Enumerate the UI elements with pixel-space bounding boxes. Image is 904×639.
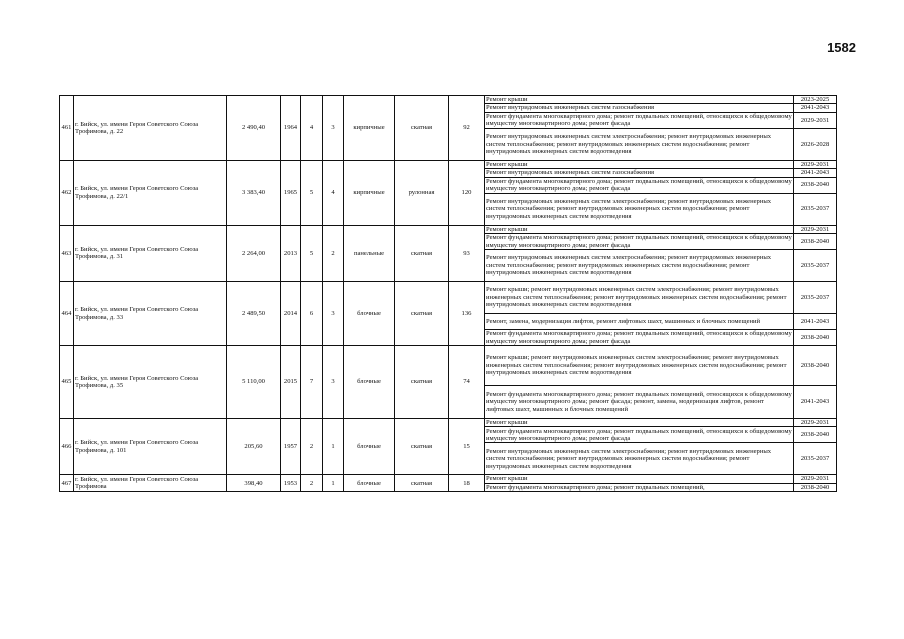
work-period-cell: 2026-2028 xyxy=(794,128,837,160)
table-body xyxy=(60,96,837,492)
work-type-cell: Ремонт внутридомовых инженерных систем электроснабжения; ремонт внутридомовых инженерных систем теплоснабжения; ремонт внутридомовых инженерных систем водоснабжения; ремонт внутридомовых инженерных систем водоотведения xyxy=(485,250,794,282)
work-type-cell: Ремонт крыши xyxy=(485,475,794,483)
walls-material-cell: панельные xyxy=(344,225,395,281)
work-type-cell: Ремонт внутридомовых инженерных систем электроснабжения; ремонт внутридомовых инженерных систем теплоснабжения; ремонт внутридомовых инженерных систем водоснабжения; ремонт внутридомовых инженерных систем водоотведения xyxy=(485,128,794,160)
area-cell: 2 489,50 xyxy=(227,282,281,346)
work-period-cell: 2038-2040 xyxy=(794,330,837,346)
walls-material-cell: блочные xyxy=(344,346,395,419)
work-type-cell: Ремонт фундамента многоквартирного дома; ремонт подвальных помещений, относящихся к общедомовому имуществу многоквартирного дома; ремонт фасада xyxy=(486,177,792,193)
table-row xyxy=(60,225,837,233)
area-cell: 2 264,00 xyxy=(227,225,281,281)
roof-type-cell: скатная xyxy=(395,96,449,161)
address-cell: г. Бийск, ул. имени Героя Советского Союза Трофимова, д. 101 xyxy=(74,419,227,475)
count-cell: 18 xyxy=(449,475,485,492)
work-period-cell: 2038-2040 xyxy=(794,483,837,491)
entrances-cell: 1 xyxy=(323,419,344,475)
address-cell: г. Бийск, ул. имени Героя Советского Союза Трофимова, д. 22/1 xyxy=(74,160,227,225)
count-cell: 92 xyxy=(449,96,485,161)
work-type-cell: Ремонт, замена, модернизация лифтов, ремонт лифтовых шахт, машинных и блочных помещений xyxy=(485,314,794,330)
work-period-cell: 2035-2037 xyxy=(794,443,837,475)
walls-material-cell: блочные xyxy=(344,475,395,492)
work-period-cell: 2029-2031 xyxy=(794,419,837,427)
count-cell: 74 xyxy=(449,346,485,419)
work-type-cell: Ремонт крыши xyxy=(485,96,794,104)
work-period-cell: 2029-2031 xyxy=(794,475,837,483)
count-cell: 93 xyxy=(449,225,485,281)
work-period-cell: 2041-2043 xyxy=(794,104,837,112)
area-cell: 398,40 xyxy=(227,475,281,492)
work-period-cell: 2029-2031 xyxy=(794,112,837,128)
table-row xyxy=(60,160,837,168)
entrances-cell: 4 xyxy=(323,160,344,225)
year-cell: 2013 xyxy=(281,225,301,281)
area-cell: 5 110,00 xyxy=(227,346,281,419)
work-period-cell: 2041-2043 xyxy=(794,169,837,177)
table-row xyxy=(60,96,837,104)
walls-material-cell: блочные xyxy=(344,419,395,475)
year-cell: 2014 xyxy=(281,282,301,346)
work-type-cell: Ремонт крыши; ремонт внутридомовых инженерных систем электроснабжения; ремонт внутридомовых инженерных систем теплоснабжения; ремонт внутридомовых инженерных систем водоснабжения; ремонт внутридомовых инженерных систем водоотведения xyxy=(485,346,794,386)
work-type-cell: Ремонт крыши xyxy=(485,225,794,233)
capital-repair-table xyxy=(59,95,837,492)
work-type-cell: Ремонт фундамента многоквартирного дома; ремонт подвальных помещений, xyxy=(485,483,794,491)
area-cell: 2 490,40 xyxy=(227,96,281,161)
work-period-cell: 2029-2031 xyxy=(794,160,837,168)
work-type-cell: Ремонт фундамента многоквартирного дома; ремонт подвальных помещений, относящихся к общедомовому имуществу многоквартирного дома; ремонт фасада xyxy=(486,234,792,249)
count-cell: 136 xyxy=(449,282,485,346)
count-cell: 15 xyxy=(449,419,485,475)
roof-type-cell: скатная xyxy=(395,419,449,475)
work-type-cell: Ремонт фундамента многоквартирного дома; ремонт подвальных помещений, относящихся к общедомовому имуществу многоквартирного дома; ремонт фасада xyxy=(486,112,792,128)
work-type-cell: Ремонт фундамента многоквартирного дома; ремонт подвальных помещений, относящихся к общедомовому имуществу многоквартирного дома; ремонт фасада; ремонт, замена, модернизация лифтов, ремонт лифтовых шахт, машинных и блочных помещений xyxy=(485,386,794,419)
work-period-cell: 2041-2043 xyxy=(794,386,837,419)
floors-cell: 6 xyxy=(301,282,323,346)
work-type-cell: Ремонт внутридомовых инженерных систем газоснабжения xyxy=(485,169,794,177)
table-row xyxy=(60,419,837,427)
roof-type-cell: скатная xyxy=(395,225,449,281)
year-cell: 1965 xyxy=(281,160,301,225)
address-cell: г. Бийск, ул. имени Героя Советского Союза Трофимова, д. 33 xyxy=(74,282,227,346)
walls-material-cell: кирпичные xyxy=(344,96,395,161)
work-period-cell: 2035-2037 xyxy=(794,193,837,225)
floors-cell: 7 xyxy=(301,346,323,419)
entrances-cell: 3 xyxy=(323,96,344,161)
work-period-cell: 2035-2037 xyxy=(794,250,837,282)
row-number: 467 xyxy=(60,475,74,492)
work-type-cell: Ремонт фундамента многоквартирного дома; ремонт подвальных помещений, относящихся к общедомовому имуществу многоквартирного дома; ремонт фасада xyxy=(486,330,792,345)
entrances-cell: 2 xyxy=(323,225,344,281)
floors-cell: 5 xyxy=(301,160,323,225)
floors-cell: 2 xyxy=(301,475,323,492)
row-number: 465 xyxy=(60,346,74,419)
work-type-cell: Ремонт фундамента многоквартирного дома; ремонт подвальных помещений, относящихся к общедомовому имуществу многоквартирного дома; ремонт фасада xyxy=(486,427,792,442)
floors-cell: 4 xyxy=(301,96,323,161)
work-period-cell: 2035-2037 xyxy=(794,282,837,314)
work-type-cell: Ремонт внутридомовых инженерных систем электроснабжения; ремонт внутридомовых инженерных систем теплоснабжения; ремонт внутридомовых инженерных систем водоснабжения; ремонт внутридомовых инженерных систем водоотведения xyxy=(485,193,794,225)
work-period-cell: 2038-2040 xyxy=(794,427,837,443)
roof-type-cell: скатная xyxy=(395,346,449,419)
page-number: 1582 xyxy=(827,40,856,55)
work-period-cell: 2038-2040 xyxy=(794,346,837,386)
roof-type-cell: рулонная xyxy=(395,160,449,225)
row-number: 461 xyxy=(60,96,74,161)
row-number: 466 xyxy=(60,419,74,475)
area-cell: 205,60 xyxy=(227,419,281,475)
roof-type-cell: скатная xyxy=(395,475,449,492)
year-cell: 1957 xyxy=(281,419,301,475)
year-cell: 1964 xyxy=(281,96,301,161)
year-cell: 2015 xyxy=(281,346,301,419)
count-cell: 120 xyxy=(449,160,485,225)
roof-type-cell: скатная xyxy=(395,282,449,346)
work-period-cell: 2023-2025 xyxy=(794,96,837,104)
work-period-cell: 2041-2043 xyxy=(794,314,837,330)
address-cell: г. Бийск, ул. имени Героя Советского Союза Трофимова, д. 31 xyxy=(74,225,227,281)
work-type-cell: Ремонт внутридомовых инженерных систем газоснабжения xyxy=(485,104,794,112)
row-number: 462 xyxy=(60,160,74,225)
floors-cell: 5 xyxy=(301,225,323,281)
work-period-cell: 2038-2040 xyxy=(794,234,837,250)
row-number: 463 xyxy=(60,225,74,281)
walls-material-cell: блочные xyxy=(344,282,395,346)
table-row xyxy=(60,475,837,483)
entrances-cell: 3 xyxy=(323,282,344,346)
entrances-cell: 3 xyxy=(323,346,344,419)
work-period-cell: 2029-2031 xyxy=(794,225,837,233)
work-type-cell: Ремонт крыши; ремонт внутридомовых инженерных систем электроснабжения; ремонт внутридомовых инженерных систем теплоснабжения; ремонт внутридомовых инженерных систем водоснабжения; ремонт внутридомовых инженерных систем водоотведения xyxy=(485,282,794,314)
work-period-cell: 2038-2040 xyxy=(794,177,837,193)
address-cell: г. Бийск, ул. имени Героя Советского Союза Трофимова, д. 22 xyxy=(74,96,227,161)
work-type-cell: Ремонт внутридомовых инженерных систем электроснабжения; ремонт внутридомовых инженерных систем теплоснабжения; ремонт внутридомовых инженерных систем водоснабжения; ремонт внутридомовых инженерных систем водоотведения xyxy=(485,443,794,475)
area-cell: 3 383,40 xyxy=(227,160,281,225)
floors-cell: 2 xyxy=(301,419,323,475)
table-row xyxy=(60,282,837,314)
work-type-cell: Ремонт крыши xyxy=(485,419,794,427)
walls-material-cell: кирпичные xyxy=(344,160,395,225)
table-row xyxy=(60,346,837,386)
address-cell: г. Бийск, ул. имени Героя Советского Союза Трофимова, д. 35 xyxy=(74,346,227,419)
entrances-cell: 1 xyxy=(323,475,344,492)
work-type-cell: Ремонт крыши xyxy=(485,160,794,168)
address-cell: г. Бийск, ул. имени Героя Советского Союза Трофимова xyxy=(74,475,227,492)
row-number: 464 xyxy=(60,282,74,346)
year-cell: 1953 xyxy=(281,475,301,492)
